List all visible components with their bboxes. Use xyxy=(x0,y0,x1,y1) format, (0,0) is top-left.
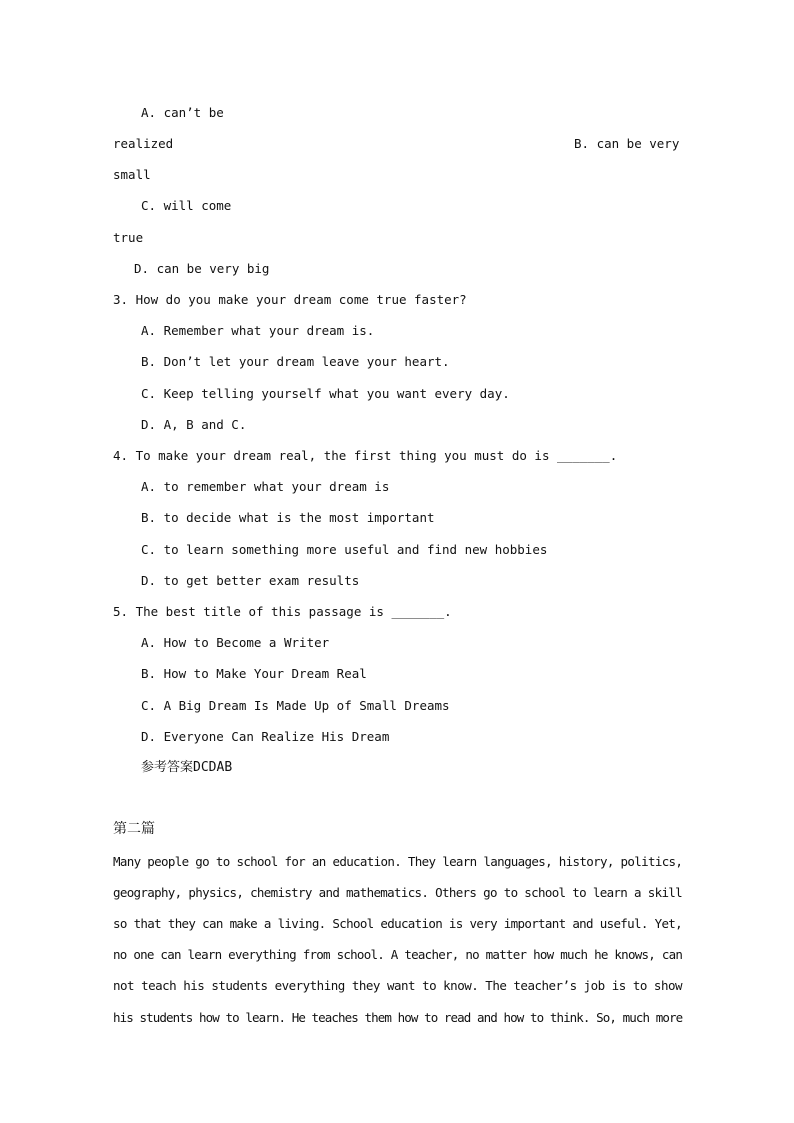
q3-option-a: A. Remember what your dream is. xyxy=(141,323,375,338)
passage-line: his students how to learn. He teaches them how to read and how to think. So, much more xyxy=(113,1010,683,1025)
section-title: 第二篇 xyxy=(113,821,155,837)
q2-option-a-continuation: realized xyxy=(113,136,174,151)
q5-option-b: B. How to Make Your Dream Real xyxy=(141,666,367,681)
q5-stem: 5. The best title of this passage is _______. xyxy=(113,604,452,619)
passage-line: so that they can make a living. School education is very important and useful. Yet, xyxy=(113,916,682,931)
q4-option-b: B. to decide what is the most important xyxy=(141,510,435,525)
q2-option-b: B. can be very xyxy=(574,136,680,151)
q3-option-b: B. Don’t let your dream leave your heart. xyxy=(141,354,450,369)
q2-option-b-continuation: small xyxy=(113,167,151,182)
q2-option-a: A. can’t be xyxy=(141,105,224,120)
q3-option-c: C. Keep telling yourself what you want every day. xyxy=(141,386,510,401)
q4-option-a: A. to remember what your dream is xyxy=(141,479,390,494)
q2-option-c-continuation: true xyxy=(113,230,144,245)
q3-stem: 3. How do you make your dream come true faster? xyxy=(113,292,467,307)
passage-line: geography, physics, chemistry and mathematics. Others go to school to learn a skill xyxy=(113,885,682,900)
q4-stem: 4. To make your dream real, the first thing you must do is _______. xyxy=(113,448,618,463)
q4-option-d: D. to get better exam results xyxy=(141,573,360,588)
passage-line: no one can learn everything from school. A teacher, no matter how much he knows, can xyxy=(113,947,683,962)
passage-line: Many people go to school for an education. They learn languages, history, politics, xyxy=(113,854,683,869)
answer-key-value: DCDAB xyxy=(193,760,233,775)
q5-option-d: D. Everyone Can Realize His Dream xyxy=(141,729,390,744)
q2-option-c: C. will come xyxy=(141,198,232,213)
q5-option-c: C. A Big Dream Is Made Up of Small Dreams xyxy=(141,698,450,713)
answer-key-label: 参考答案 xyxy=(141,760,194,775)
passage-line: not teach his students everything they want to know. The teacher’s job is to show xyxy=(113,978,682,993)
q5-option-a: A. How to Become a Writer xyxy=(141,635,330,650)
answer-key xyxy=(141,760,232,776)
q2-option-d: D. can be very big xyxy=(134,261,270,276)
q4-option-c: C. to learn something more useful and find new hobbies xyxy=(141,542,548,557)
q3-option-d: D. A, B and C. xyxy=(141,417,247,432)
